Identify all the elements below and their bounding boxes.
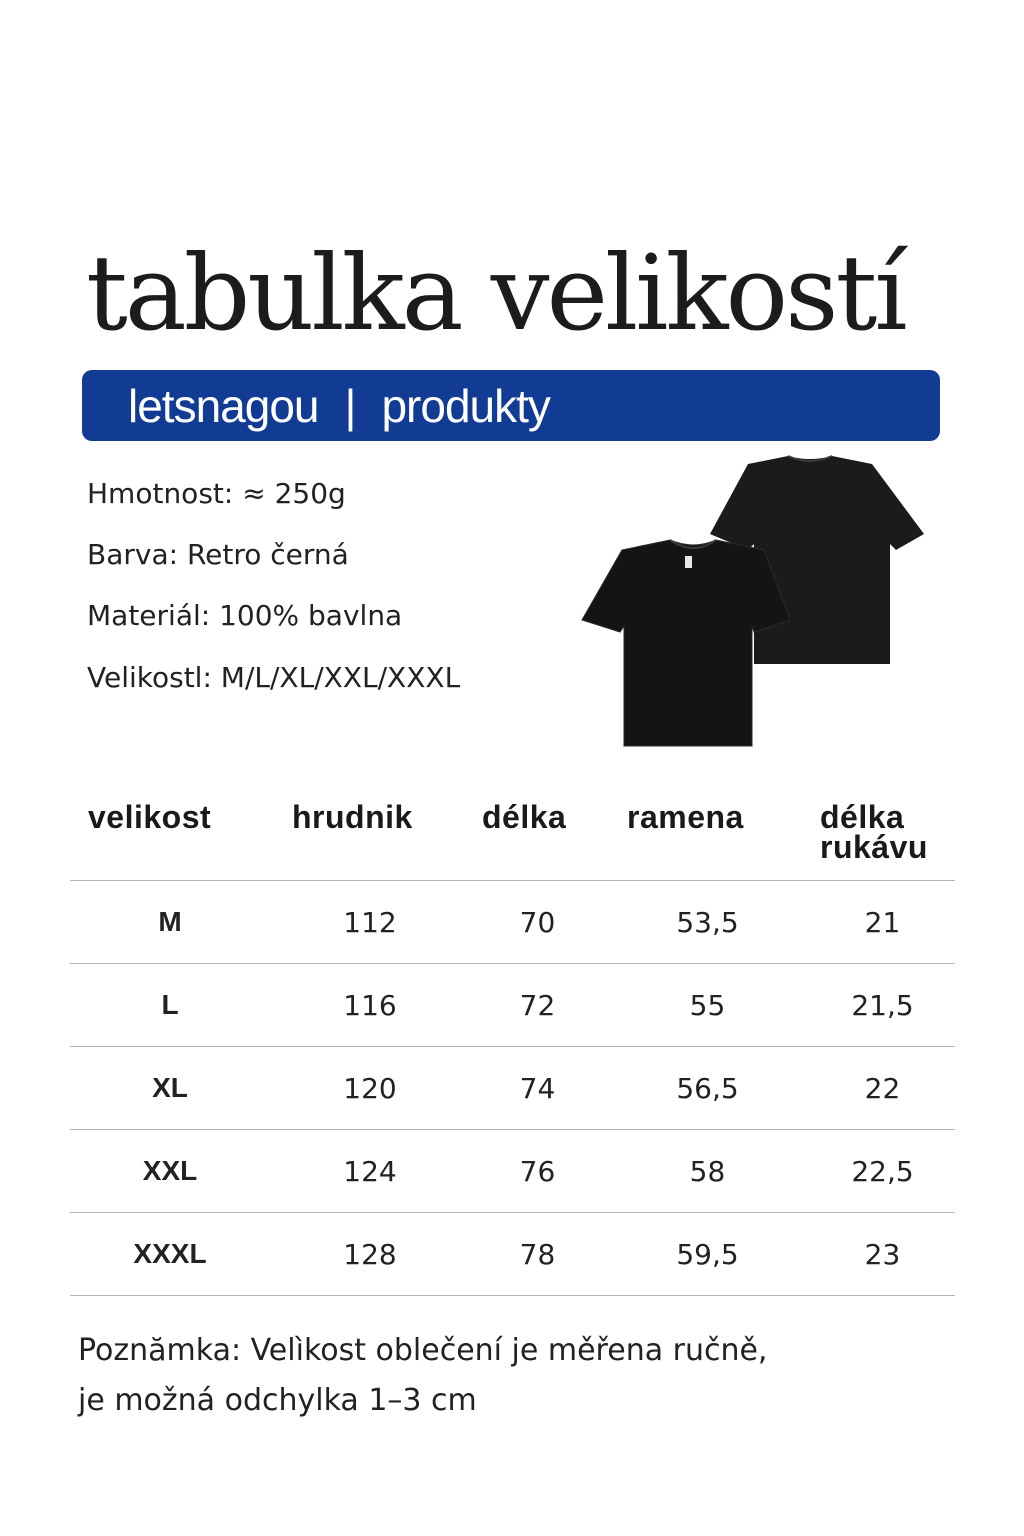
note-line-1: Poznămka: Velìkost oblečení je měřena ručně, [78,1333,768,1368]
chest-cell: 120 [343,1071,397,1105]
size-cell: XXL [142,1155,198,1186]
length-cell: 74 [519,1071,556,1105]
size-table [70,790,955,1296]
header-size: velikost [88,799,212,835]
brand-banner [82,370,940,441]
page-title: tabulka velikostí [86,232,905,354]
shoulders-cell: 55 [689,988,726,1022]
table-row [70,1130,955,1213]
header-shoulders: ramena [627,799,744,835]
table-row [70,1213,955,1296]
size-cell: M [158,906,182,937]
chest-cell: 116 [343,988,397,1022]
sleeve-cell: 21,5 [851,988,914,1022]
black-tshirts-icon [578,452,938,752]
chest-cell: 112 [343,905,397,939]
sleeve-cell: 21 [864,905,901,939]
note-line-2: je možná odchylka 1–3 cm [78,1383,477,1418]
sleeve-cell: 22,5 [851,1154,914,1188]
shoulders-cell: 53,5 [676,905,739,939]
spec-material: Materiál: 100% bavlna [87,599,403,632]
length-cell: 70 [519,905,556,939]
table-row [70,1047,955,1130]
spec-sizes: Velikostl: M/L/XL/XXL/XXXL [87,661,461,694]
length-cell: 76 [519,1154,556,1188]
shoulders-cell: 59,5 [676,1237,739,1271]
header-sleeve-length [810,790,955,881]
chest-cell: 128 [343,1237,397,1271]
sleeve-cell: 23 [864,1237,901,1271]
chest-cell: 124 [343,1154,397,1188]
shoulders-cell: 58 [689,1154,726,1188]
table-row [70,881,955,964]
size-cell: XL [152,1072,188,1103]
header-sleeve-line2: rukávu [820,829,928,865]
spec-weight: Hmotnost: ≈ 250g [87,477,346,510]
banner-section: produkty [381,379,550,432]
sleeve-cell: 22 [864,1071,901,1105]
measurement-note [78,1326,767,1426]
length-cell: 72 [519,988,556,1022]
size-cell: L [161,989,179,1020]
header-sleeve-line1: délka [820,799,905,835]
table-row [70,964,955,1047]
header-length: délka [482,799,567,835]
shoulders-cell: 56,5 [676,1071,739,1105]
banner-separator: | [344,379,356,432]
header-chest: hrudnik [292,799,413,835]
size-cell: XXXL [133,1238,207,1269]
length-cell: 78 [519,1237,556,1271]
brand-name: letsnagou [128,379,319,432]
table-header-row [70,790,955,881]
spec-color: Barva: Retro černá [87,538,349,571]
